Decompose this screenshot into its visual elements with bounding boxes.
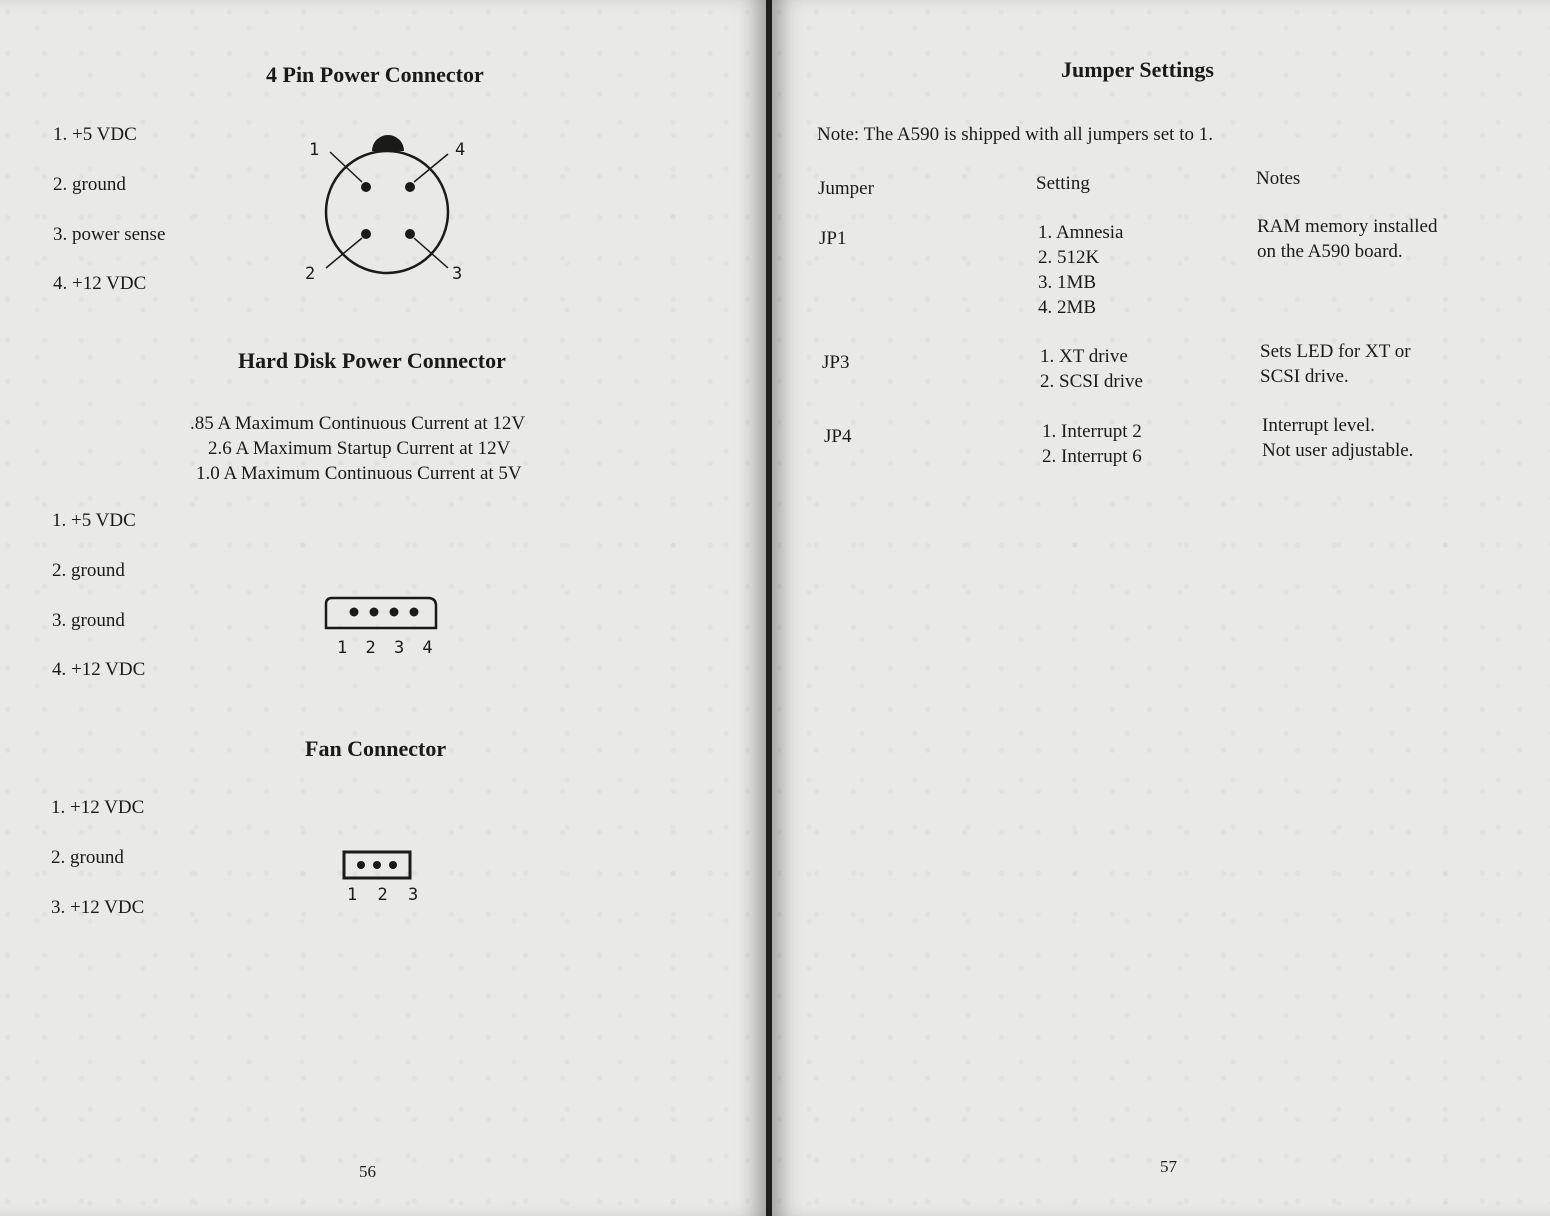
jp4-note-2: Not user adjustable. [1262, 440, 1414, 461]
power4-pin-4: 4. +12 VDC [53, 273, 147, 294]
hdd-pin-3: 3. ground [52, 610, 125, 631]
pin-dot-4 [405, 182, 415, 192]
jumper-jp3: JP3 [822, 352, 850, 373]
hdd-title: Hard Disk Power Connector [238, 348, 506, 373]
fan-pin-3: 3. +12 VDC [51, 897, 145, 918]
pin-dot-2 [361, 229, 371, 239]
hdd-spec-2: 2.6 A Maximum Startup Current at 12V [208, 438, 511, 459]
jp4-setting-1: 1. Interrupt 2 [1042, 421, 1142, 442]
jp4-setting-2: 2. Interrupt 6 [1042, 446, 1142, 467]
jp3-note-2: SCSI drive. [1260, 366, 1349, 387]
fan-pin-dot-1 [357, 861, 365, 869]
hdd-pin-dot-2 [370, 608, 379, 617]
power4-label-4: 4 [455, 140, 466, 160]
fan-connector-label: 1 2 3 [347, 885, 424, 905]
jumper-note: Note: The A590 is shipped with all jumpers set to 1. [817, 124, 1213, 145]
fan-pin-2: 2. ground [51, 847, 124, 868]
jp1-setting-4: 4. 2MB [1038, 297, 1097, 318]
jp1-note-1: RAM memory installed [1257, 216, 1438, 237]
leader-line-4 [414, 154, 448, 182]
header-jumper: Jumper [818, 178, 874, 199]
page-number-left: 56 [359, 1162, 376, 1181]
jp1-setting-1: 1. Amnesia [1038, 222, 1124, 243]
hdd-pin-2: 2. ground [52, 560, 125, 581]
pin-dot-1 [361, 182, 371, 192]
fan-pin-1: 1. +12 VDC [51, 797, 145, 818]
power4-label-1: 1 [309, 140, 320, 160]
hdd-pin-dot-4 [410, 608, 419, 617]
power4-label-3: 3 [452, 264, 463, 284]
power4-pin-3: 3. power sense [53, 224, 166, 245]
jp3-setting-1: 1. XT drive [1040, 346, 1128, 367]
header-setting: Setting [1036, 173, 1090, 194]
jp1-setting-2: 2. 512K [1038, 247, 1100, 268]
pin-dot-3 [405, 229, 415, 239]
jp1-setting-3: 3. 1MB [1038, 272, 1097, 293]
jp3-note-1: Sets LED for XT or [1260, 341, 1411, 362]
fan-title: Fan Connector [305, 736, 447, 761]
power4-pin-2: 2. ground [53, 174, 126, 195]
fan-pin-dot-3 [389, 861, 397, 869]
jumper-settings-title: Jumper Settings [1061, 57, 1214, 82]
fan-connector-diagram [340, 848, 416, 882]
left-page [0, 0, 766, 1216]
jp1-note-2: on the A590 board. [1257, 241, 1403, 262]
jumper-jp1: JP1 [819, 228, 847, 249]
hdd-connector-diagram [322, 592, 442, 634]
hdd-connector-outline [326, 598, 436, 628]
power4-title: 4 Pin Power Connector [266, 62, 484, 87]
hdd-pin-dot-1 [350, 608, 359, 617]
hdd-spec-1: .85 A Maximum Continuous Current at 12V [190, 413, 526, 434]
connector-key-notch [372, 135, 404, 151]
header-notes: Notes [1256, 168, 1301, 189]
hdd-spec-3: 1.0 A Maximum Continuous Current at 5V [196, 463, 522, 484]
leader-line-1 [330, 152, 362, 182]
hdd-pin-4: 4. +12 VDC [52, 659, 146, 680]
jp4-note-1: Interrupt level. [1262, 415, 1375, 436]
hdd-pin-1: 1. +5 VDC [52, 510, 136, 531]
hdd-connector-label: 1 2 3 4 [337, 638, 437, 658]
right-page [772, 0, 1550, 1216]
page-number-right: 57 [1160, 1157, 1177, 1176]
jp3-setting-2: 2. SCSI drive [1040, 371, 1143, 392]
power4-pin-1: 1. +5 VDC [53, 124, 137, 145]
power4-label-2: 2 [305, 264, 316, 284]
jumper-jp4: JP4 [824, 426, 852, 447]
fan-pin-dot-2 [373, 861, 381, 869]
hdd-pin-dot-3 [390, 608, 399, 617]
